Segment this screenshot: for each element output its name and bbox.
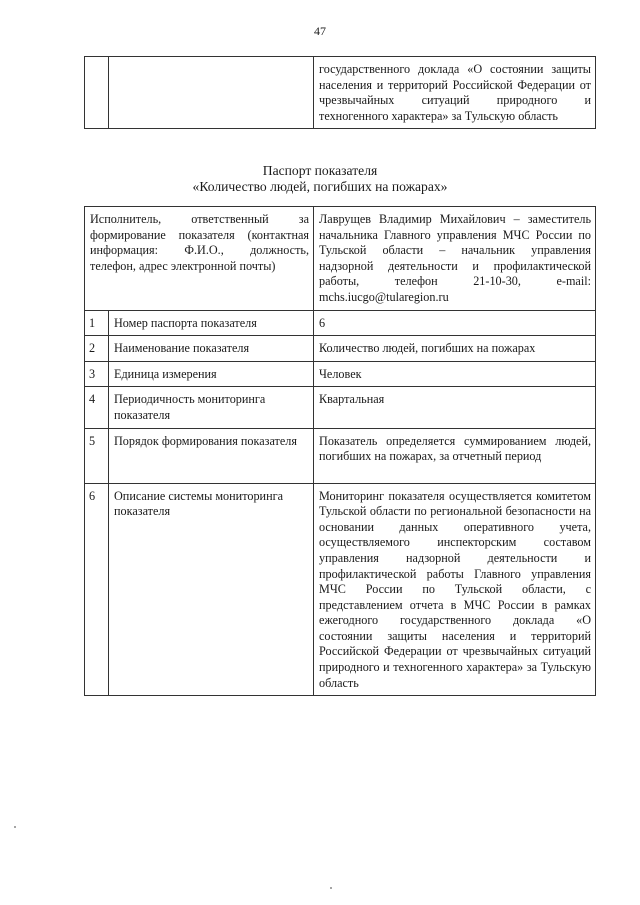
row-number: 2 — [85, 336, 109, 362]
continuation-text: государственного доклада «О состоянии защиты населения и территорий Российской Федерации от чрезвычайных ситуаций природного и техногенного характера» за Тульскую область — [314, 57, 596, 129]
row-value: Квартальная — [314, 387, 596, 428]
table-row — [85, 310, 596, 336]
row-label: Номер паспорта показателя — [109, 310, 314, 336]
scan-speck — [14, 826, 16, 828]
table-row — [85, 483, 596, 696]
row-value: Человек — [314, 361, 596, 387]
table-row — [85, 361, 596, 387]
page-number: 47 — [314, 24, 326, 38]
row-number: 5 — [85, 428, 109, 483]
table-row — [85, 428, 596, 483]
table-row — [85, 57, 596, 129]
row-value: Показатель определяется суммированием людей, погибших на пожарах, за отчетный период — [314, 428, 596, 483]
responsible-value: Лаврущев Владимир Михайлович – заместитель начальника Главного управления МЧС России по Тульской области – начальник управления надзорной деятельности и профилактической работы, телефон 21-10-30, e-mail: mchs.iucgo@tularegion.ru — [314, 207, 596, 311]
table-row — [85, 387, 596, 428]
row-label: Периодичность мониторинга показателя — [109, 387, 314, 428]
continuation-num-cell — [85, 57, 109, 129]
row-number: 4 — [85, 387, 109, 428]
row-value: Мониторинг показателя осуществляется комитетом Тульской области по региональной безопасности на основании данных оперативного учета, осуществляемого инспекторским составом управления надзорной деятельности и профилактической работы Главного управления МЧС России по Тульской области, с представлением отчета в МЧС России в рамках ежегодного государственного доклада «О состоянии защиты населения и территорий Российской Федерации от чрезвычайных ситуаций природного и техногенного характера» за Тульскую область — [314, 483, 596, 696]
row-number: 1 — [85, 310, 109, 336]
passport-title: Паспорт показателя — [262, 163, 378, 178]
row-label: Описание системы мониторинга показателя — [109, 483, 314, 696]
row-number: 3 — [85, 361, 109, 387]
table-row — [85, 336, 596, 362]
continuation-label-cell — [109, 57, 314, 129]
indicator-title: «Количество людей, погибших на пожарах» — [192, 179, 448, 194]
row-label: Единица измерения — [109, 361, 314, 387]
table-row — [85, 207, 596, 311]
row-label: Наименование показателя — [109, 336, 314, 362]
row-label: Порядок формирования показателя — [109, 428, 314, 483]
row-number: 6 — [85, 483, 109, 696]
passport-table — [84, 206, 596, 696]
continuation-table — [84, 56, 596, 129]
responsible-label: Исполнитель, ответственный за формирование показателя (контактная информация: Ф.И.О., должность, телефон, адрес электронной почты) — [85, 207, 314, 311]
row-value: Количество людей, погибших на пожарах — [314, 336, 596, 362]
row-value: 6 — [314, 310, 596, 336]
scan-speck — [330, 887, 332, 889]
